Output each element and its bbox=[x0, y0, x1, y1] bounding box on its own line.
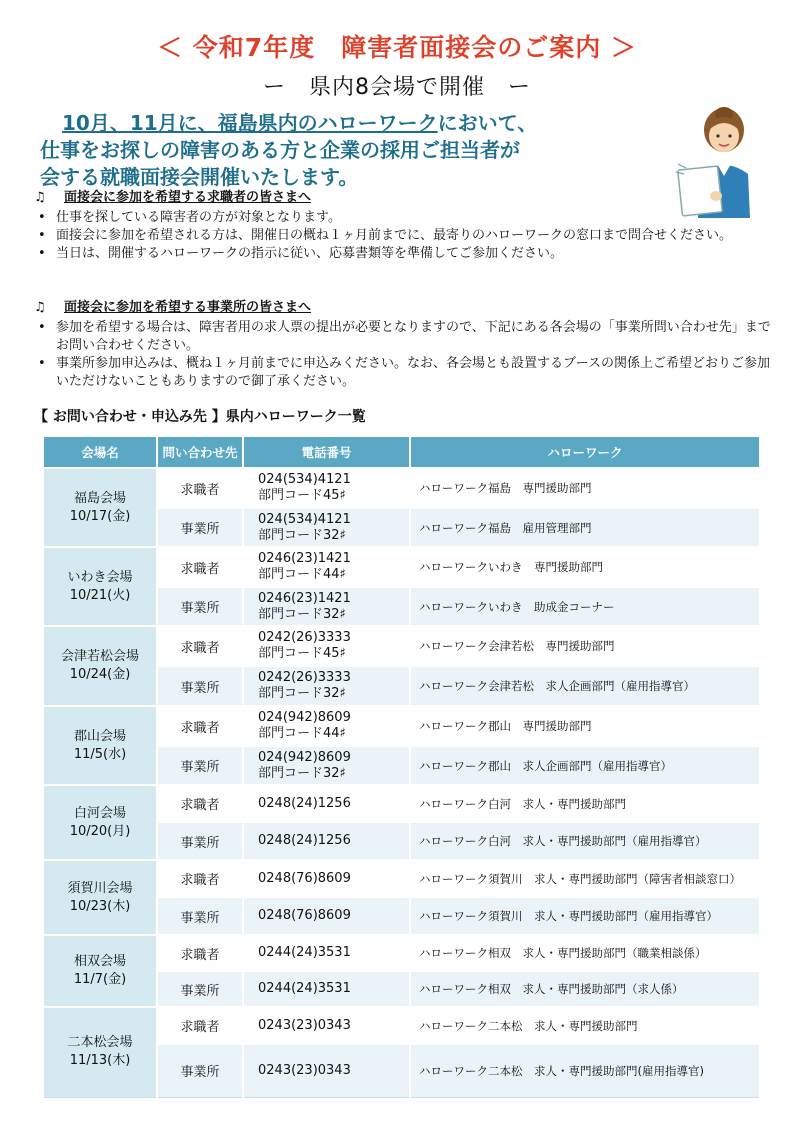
venue-name: 須賀川会場 bbox=[67, 880, 133, 896]
venue-name: 白河会場 bbox=[73, 805, 126, 821]
contact-type-cell: 求職者 bbox=[157, 1007, 243, 1044]
phone-cell bbox=[243, 746, 410, 785]
employers-section bbox=[34, 299, 774, 391]
music-note-icon: ♫ bbox=[34, 300, 46, 315]
hellowork-office-cell: ハローワーク会津若松 専門援助部門 bbox=[410, 626, 760, 666]
phone-number: 0246(23)1421 bbox=[258, 551, 351, 566]
phone-cell bbox=[243, 785, 410, 822]
table-row bbox=[43, 468, 760, 508]
venue-cell bbox=[43, 860, 157, 935]
contact-type-cell: 求職者 bbox=[157, 468, 243, 508]
column-header-venue: 会場名 bbox=[43, 436, 157, 468]
column-header-hellowork: ハローワーク bbox=[410, 436, 760, 468]
contact-type-cell: 求職者 bbox=[157, 785, 243, 822]
department-code: 部門コード32♯ bbox=[258, 527, 346, 543]
phone-cell bbox=[243, 860, 410, 897]
table-row bbox=[43, 860, 760, 897]
phone-number: 0244(24)3531 bbox=[258, 945, 351, 960]
phone-number: 0242(26)3333 bbox=[258, 630, 351, 645]
phone-cell bbox=[243, 897, 410, 935]
phone-cell bbox=[243, 508, 410, 547]
venue-date: 11/13(木) bbox=[69, 1053, 131, 1069]
phone-cell bbox=[243, 971, 410, 1007]
lead-line-1-rest: において、 bbox=[437, 111, 538, 135]
table-row bbox=[43, 1007, 760, 1044]
venue-date: 11/5(水) bbox=[73, 746, 127, 762]
phone-number: 0243(23)0343 bbox=[258, 1017, 351, 1033]
phone-number: 0244(24)3531 bbox=[258, 981, 351, 996]
table-row bbox=[43, 547, 760, 587]
table-header-row bbox=[43, 436, 760, 468]
phone-cell bbox=[243, 626, 410, 666]
contact-type-cell: 求職者 bbox=[157, 860, 243, 897]
venue-date: 10/24(金) bbox=[69, 667, 131, 682]
list-item: • 仕事を探している障害者の方が対象となります。 bbox=[34, 209, 774, 227]
phone-number: 024(942)8609 bbox=[258, 710, 351, 725]
department-code: 部門コード32♯ bbox=[258, 686, 346, 701]
hellowork-office-cell: ハローワーク須賀川 求人・専門援助部門（障害者相談窓口） bbox=[410, 860, 760, 897]
table-title: 【 お問い合わせ・申込み先 】県内ハローワーク一覧 bbox=[34, 409, 366, 425]
hellowork-office-cell: ハローワークいわき 専門援助部門 bbox=[410, 547, 760, 587]
music-note-icon: ♫ bbox=[34, 190, 46, 205]
list-item: • 参加を希望する場合は、障害者用の求人票の提出が必要となりますので、下記にある各会場の「事業所問い合わせ先」までお問い合わせください。 bbox=[34, 319, 774, 355]
lead-line-2: 仕事をお探しの障害のある方と企業の採用ご担当者が bbox=[40, 138, 520, 162]
column-header-phone: 電話番号 bbox=[243, 436, 410, 468]
phone-number: 0246(23)1421 bbox=[258, 590, 351, 606]
phone-number: 024(942)8609 bbox=[258, 749, 351, 765]
phone-number: 0248(76)8609 bbox=[258, 908, 351, 923]
phone-number: 0248(76)8609 bbox=[258, 870, 351, 886]
contact-type-cell: 求職者 bbox=[157, 935, 243, 971]
phone-number: 0243(23)0343 bbox=[258, 1062, 351, 1078]
job-seekers-heading-text: 面接会に参加を希望する求職者の皆さまへ bbox=[64, 190, 312, 205]
phone-cell bbox=[243, 468, 410, 508]
venue-cell bbox=[43, 935, 157, 1007]
department-code: 部門コード44♯ bbox=[258, 726, 346, 741]
phone-cell bbox=[243, 547, 410, 587]
hellowork-office-cell: ハローワーク白河 求人・専門援助部門 bbox=[410, 785, 760, 822]
venue-name: いわき会場 bbox=[67, 569, 133, 585]
hellowork-office-cell: ハローワーク二本松 求人・専門援助部門(雇用指導官) bbox=[410, 1044, 760, 1097]
hellowork-office-cell: ハローワーク会津若松 求人企画部門（雇用指導官） bbox=[410, 666, 760, 706]
phone-cell bbox=[243, 1007, 410, 1044]
contact-type-cell: 事業所 bbox=[157, 1044, 243, 1097]
venue-cell bbox=[43, 1007, 157, 1097]
table-row bbox=[43, 626, 760, 666]
venue-date: 10/23(木) bbox=[69, 898, 131, 914]
hellowork-office-cell: ハローワーク須賀川 求人・専門援助部門（雇用指導官） bbox=[410, 897, 760, 935]
phone-number: 0242(26)3333 bbox=[258, 670, 351, 685]
page-title: ＜ 令和7年度 障害者面接会のご案内 ＞ bbox=[157, 33, 637, 62]
contact-type-cell: 事業所 bbox=[157, 897, 243, 935]
hellowork-contacts-table bbox=[42, 435, 761, 1098]
contact-type-cell: 事業所 bbox=[157, 822, 243, 860]
contact-type-cell: 事業所 bbox=[157, 587, 243, 626]
venue-date: 11/7(金) bbox=[73, 972, 127, 987]
employers-heading-text: 面接会に参加を希望する事業所の皆さまへ bbox=[64, 300, 312, 315]
employers-heading bbox=[34, 299, 774, 317]
venue-name: 郡山会場 bbox=[73, 728, 126, 744]
list-item: • 当日は、開催するハローワークの指示に従い、応募書類等を準備してご参加ください。 bbox=[34, 245, 774, 263]
phone-number: 024(534)4121 bbox=[258, 472, 351, 487]
hellowork-office-cell: ハローワーク二本松 求人・専門援助部門 bbox=[410, 1007, 760, 1044]
contact-type-cell: 求職者 bbox=[157, 626, 243, 666]
page-subtitle: ー 県内8会場で開催 ー bbox=[263, 75, 531, 100]
contact-type-cell: 求職者 bbox=[157, 547, 243, 587]
contact-type-cell: 事業所 bbox=[157, 746, 243, 785]
venue-cell bbox=[43, 785, 157, 860]
phone-cell bbox=[243, 822, 410, 860]
job-seekers-heading bbox=[34, 189, 774, 207]
venue-date: 10/20(月) bbox=[69, 823, 131, 839]
contact-type-cell: 事業所 bbox=[157, 971, 243, 1007]
hellowork-office-cell: ハローワーク郡山 求人企画部門（雇用指導官） bbox=[410, 746, 760, 785]
venue-cell bbox=[43, 468, 157, 547]
table-row bbox=[43, 935, 760, 971]
department-code: 部門コード32♯ bbox=[258, 765, 346, 781]
venue-name: 二本松会場 bbox=[67, 1035, 133, 1051]
hellowork-office-cell: ハローワーク白河 求人・専門援助部門（雇用指導官） bbox=[410, 822, 760, 860]
list-item: • 面接会に参加を希望される方は、開催日の概ね１ヶ月前までに、最寄りのハローワークの窓口まで問合せください。 bbox=[34, 227, 774, 245]
venue-cell bbox=[43, 706, 157, 785]
venue-name: 福島会場 bbox=[73, 490, 126, 506]
job-seekers-section bbox=[34, 189, 774, 263]
contact-type-cell: 事業所 bbox=[157, 508, 243, 547]
hellowork-office-cell: ハローワークいわき 助成金コーナー bbox=[410, 587, 760, 626]
table-body bbox=[43, 468, 760, 1097]
venue-cell bbox=[43, 626, 157, 706]
venue-date: 10/21(火) bbox=[69, 587, 131, 603]
hellowork-office-cell: ハローワーク相双 求人・専門援助部門（職業相談係） bbox=[410, 935, 760, 971]
contact-type-cell: 事業所 bbox=[157, 666, 243, 706]
phone-cell bbox=[243, 1044, 410, 1097]
column-header-contact: 問い合わせ先 bbox=[157, 436, 243, 468]
hellowork-office-cell: ハローワーク福島 専門援助部門 bbox=[410, 468, 760, 508]
phone-cell bbox=[243, 706, 410, 746]
department-code: 部門コード45♯ bbox=[258, 646, 346, 661]
venue-name: 会津若松会場 bbox=[60, 649, 139, 664]
hellowork-office-cell: ハローワーク相双 求人・専門援助部門（求人係） bbox=[410, 971, 760, 1007]
department-code: 部門コード32♯ bbox=[258, 606, 346, 622]
phone-number: 0248(24)1256 bbox=[258, 833, 351, 848]
lead-line-3: 会する就職面接会開催いたします。 bbox=[40, 165, 359, 189]
department-code: 部門コード45♯ bbox=[258, 488, 346, 503]
table-row bbox=[43, 706, 760, 746]
phone-cell bbox=[243, 935, 410, 971]
lead-line-1 bbox=[40, 110, 690, 137]
venue-name: 相双会場 bbox=[73, 954, 126, 969]
phone-number: 024(534)4121 bbox=[258, 511, 351, 527]
phone-number: 0248(24)1256 bbox=[258, 795, 351, 811]
lead-text bbox=[40, 110, 690, 191]
phone-cell bbox=[243, 587, 410, 626]
contact-type-cell: 求職者 bbox=[157, 706, 243, 746]
hellowork-office-cell: ハローワーク郡山 専門援助部門 bbox=[410, 706, 760, 746]
phone-cell bbox=[243, 666, 410, 706]
table-row bbox=[43, 785, 760, 822]
department-code: 部門コード44♯ bbox=[258, 567, 346, 582]
venue-date: 10/17(金) bbox=[69, 508, 131, 524]
lead-line-1-underlined: 10月、11月に、福島県内のハローワーク bbox=[62, 111, 438, 135]
hellowork-office-cell: ハローワーク福島 雇用管理部門 bbox=[410, 508, 760, 547]
list-item: • 事業所参加申込みは、概ね１ヶ月前までに申込みください。なお、各会場とも設置するブースの関係上ご希望どおりご参加いただけないこともありますので御了承ください。 bbox=[34, 355, 774, 391]
venue-cell bbox=[43, 547, 157, 626]
